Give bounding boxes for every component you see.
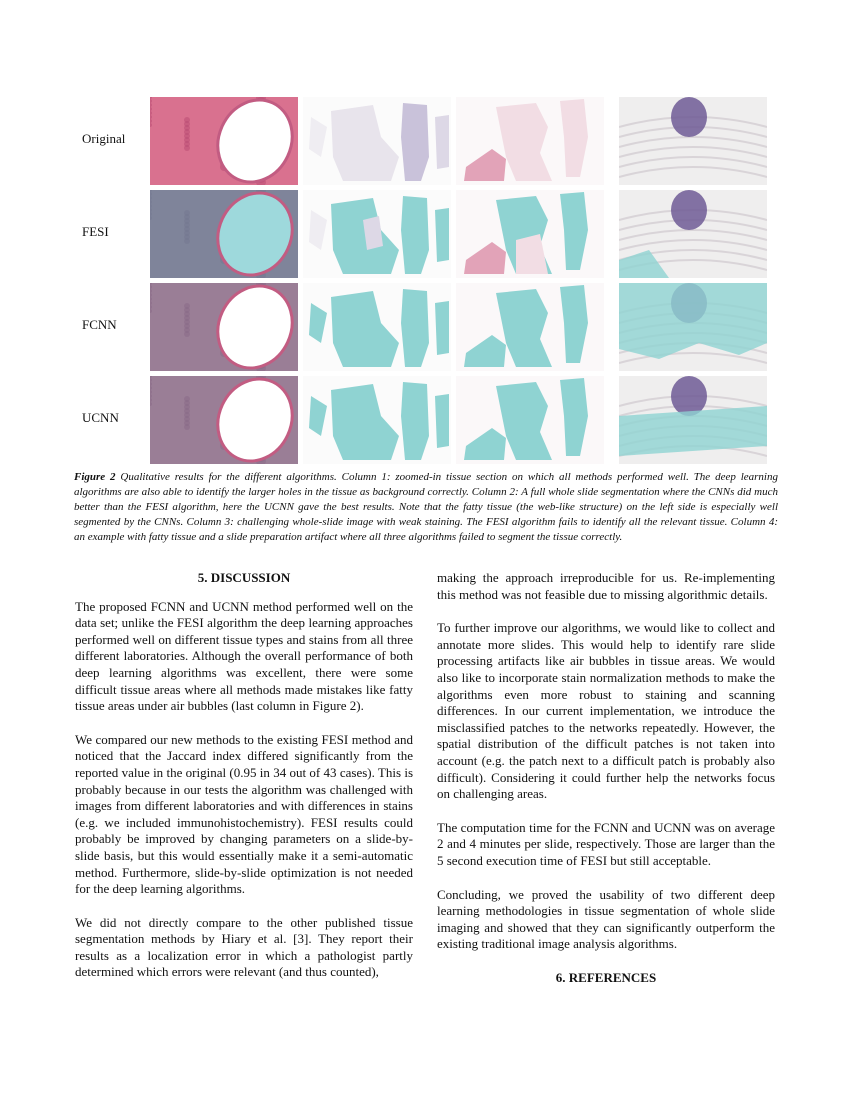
paragraph: Concluding, we proved the usability of two different deep learning methodologies in tissue segmentation of whole slide imaging and showed that they can significantly outperform the existing traditional image analysis algorithms. — [437, 886, 775, 952]
paragraph: To further improve our algorithms, we would like to collect and annotate more slides. This would help to identify rare slide processing artifacts like air bubbles in tissue areas. We would also like to incorporate stain normalization methods to make the algorithms even more robust to staining and scanning differences. In our current implementation, we introduce the misclassified patches to the networks repeatedly. However, the spatial distribution of the difficult patches is not taken into account (e.g. the patch next to a difficult patch is probably also difficult). Considering it could further help the networks focus on challenging areas. — [437, 620, 775, 802]
figure-row-ucnn — [74, 376, 778, 464]
paragraph: The computation time for the FCNN and UCNN was on average 2 and 4 minutes per slide, respectively. Those are larger than the 5 second execution time of FESI but still acceptable. — [437, 819, 775, 868]
figure-caption — [74, 470, 778, 545]
paragraph: We did not directly compare to the other published tissue segmentation methods by Hiary et al. [3]. They report their results as a localization error in which a pathologist partly determined which errors were relevant (and thus counted), — [75, 914, 413, 980]
tissue-image-panel — [456, 376, 604, 464]
figure-row-fcnn — [74, 283, 778, 371]
tissue-image-panel — [619, 97, 767, 185]
tissue-image-panel — [456, 97, 604, 185]
left-column — [75, 570, 413, 998]
row-label: FCNN — [82, 317, 117, 332]
tissue-image-panel — [150, 283, 298, 371]
tissue-image-panel — [303, 97, 451, 185]
row-label: Original — [82, 131, 126, 146]
right-column — [437, 570, 775, 998]
tissue-image-panel — [456, 283, 604, 371]
tissue-image-panel — [150, 97, 298, 185]
tissue-image-panel — [303, 376, 451, 464]
caption-text: Qualitative results for the different algorithms. Column 1: zoomed-in tissue section on which all methods performed well. The deep learning algorithms are also able to identify the larger holes in the tissue as background correctly. Column 2: A full whole slide segmentation where the CNNs did much better than the FESI algorithm, here the UCNN gave the best results. Note that the fatty tissue (the web-like structure) on the left side is especially well segmented by the CNNs. Column 3: challenging whole-slide image with weak staining. The FESI algorithm fails to identify all the relevant tissue. Column 4: an example with fatty tissue and a slide preparation artifact where all three algorithms failed to segment the tissue correctly. — [74, 471, 778, 543]
tissue-image-panel — [619, 376, 767, 464]
section-heading-references: 6. REFERENCES — [555, 969, 657, 985]
figure-row-fesi — [74, 190, 778, 278]
paragraph: making the approach irreproducible for us. Re-implementing this method was not feasible due to missing algorithmic details. — [437, 570, 775, 602]
tissue-image-panel — [619, 190, 767, 278]
row-label: UCNN — [82, 410, 119, 425]
tissue-image-panel — [456, 190, 604, 278]
tissue-image-panel — [150, 376, 298, 464]
tissue-image-panel — [619, 283, 767, 371]
figure-row-original — [74, 97, 778, 185]
tissue-image-panel — [303, 190, 451, 278]
section-heading-discussion: 5. DISCUSSION — [197, 570, 291, 585]
paragraph: We compared our new methods to the existing FESI method and noticed that the Jaccard index differed significantly from the reported value in the original (0.95 in 34 out of 43 cases). This is probably because in our tests the algorithm was challenged with images from different laboratories and with differences in stains (e.g. we included immunohistochemistry). FESI results could probably be improved by changing parameters on a slide-by-slide basis, but this would essentially make it a semi-automatic method. Furthermore, slide-by-slide optimization is not needed for the deep learning algorithms. — [75, 731, 413, 897]
caption-label: Figure 2 — [74, 471, 116, 483]
paragraph: The proposed FCNN and UCNN method performed well on the data set; unlike the FESI algorithm the deep learning approaches performed well on different tissue types and stains from all three different laboratories. Although the overall performance of both deep learning algorithms was excellent, there were some difficult tissue areas where all methods made mistakes like fatty tissue areas under air bubbles (last column in Figure 2). — [75, 598, 413, 714]
row-label: FESI — [82, 224, 109, 239]
tissue-image-panel — [150, 190, 298, 278]
tissue-image-panel — [303, 283, 451, 371]
